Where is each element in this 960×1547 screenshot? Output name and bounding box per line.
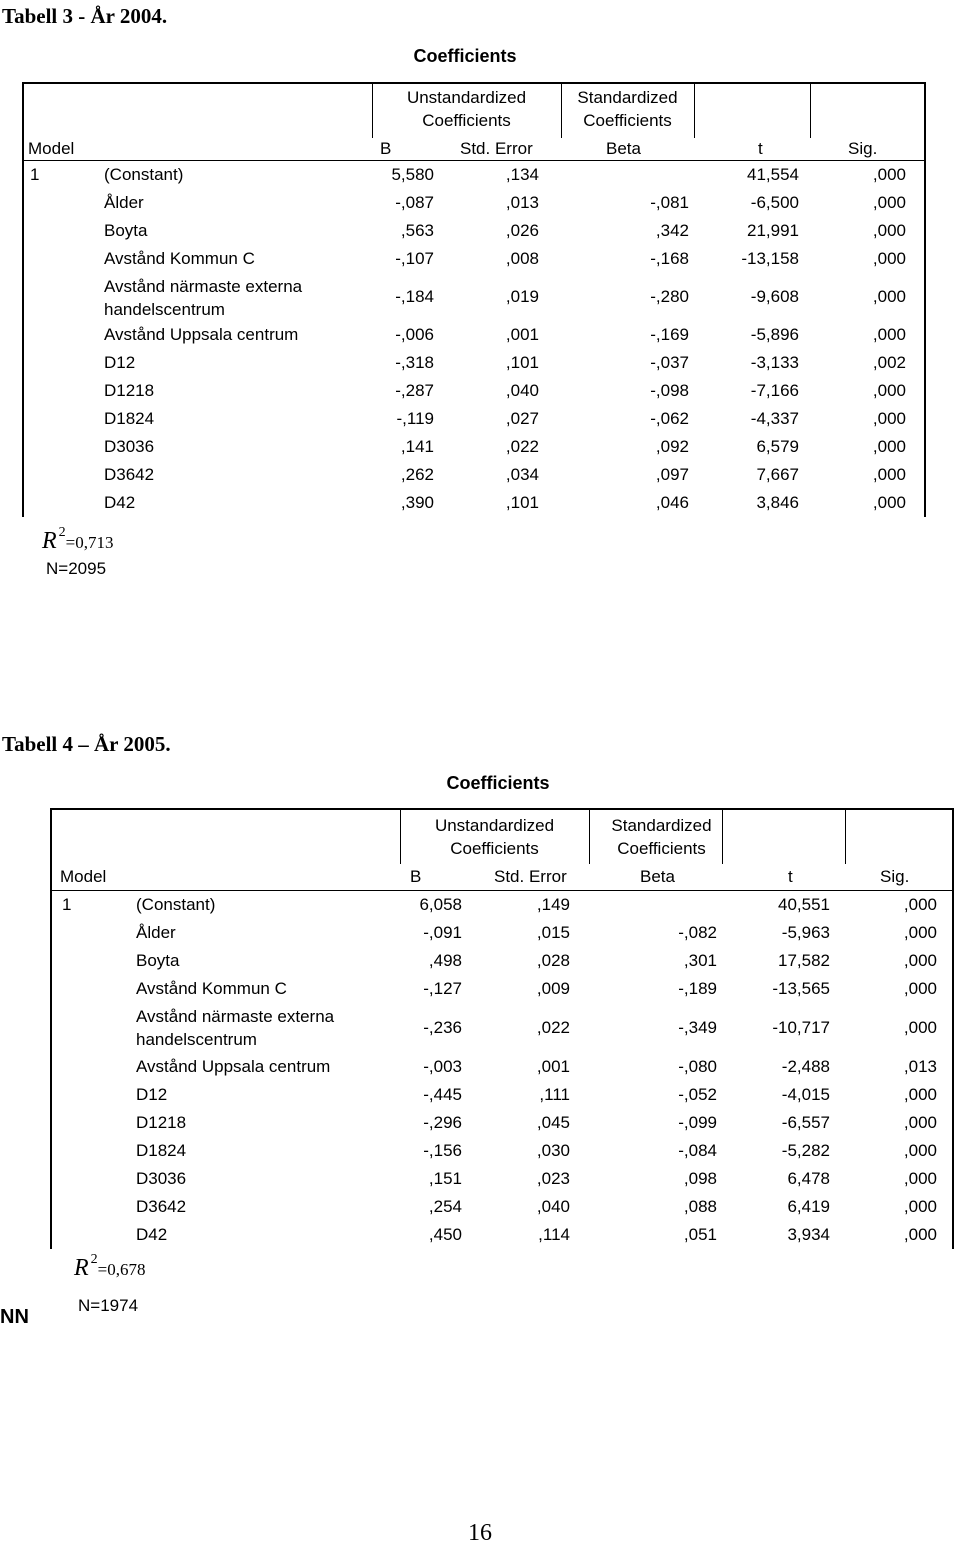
row-label: D3642 [104, 465, 155, 484]
cell-b: ,498 [428, 951, 462, 970]
cell-b: -,091 [423, 923, 462, 942]
table-row [24, 273, 924, 321]
row-label: Avstånd närmaste externa handelscentrum [104, 277, 303, 319]
r-symbol: R [74, 1255, 89, 1281]
cell-b: ,141 [400, 437, 434, 456]
cell-sig: ,013 [903, 1057, 937, 1076]
cell-t: 6,478 [787, 1169, 830, 1188]
table-row [24, 349, 924, 377]
cell-b: -,318 [395, 353, 434, 372]
cell-b: -,236 [423, 1018, 462, 1037]
cell-std-error: ,040 [505, 381, 539, 400]
cell-beta: -,082 [678, 923, 717, 942]
table-1-heading: Tabell 3 - År 2004. [2, 4, 168, 28]
row-label: Avstånd Uppsala centrum [104, 325, 299, 344]
cell-b: ,450 [428, 1225, 462, 1244]
table-row [24, 489, 924, 517]
cell-b: -,127 [423, 979, 462, 998]
cell-sig: ,000 [903, 895, 937, 914]
cell-b: -,287 [395, 381, 434, 400]
group-header-standardized: Standardized Coefficients [577, 88, 678, 130]
cell-b: ,254 [428, 1197, 462, 1216]
cell-beta: ,088 [683, 1197, 717, 1216]
table-row [24, 461, 924, 489]
table-row [52, 891, 952, 919]
cell-sig: ,000 [903, 1113, 937, 1132]
cell-sig: ,000 [903, 951, 937, 970]
col-header-t: t [788, 867, 793, 886]
row-label: (Constant) [104, 165, 184, 184]
col-header-beta: Beta [606, 139, 641, 158]
cell-beta: -,084 [678, 1141, 717, 1160]
table-row [52, 1165, 952, 1193]
cell-beta: -,169 [650, 325, 689, 344]
r-superscript: 2 [90, 1252, 98, 1267]
cell-std-error: ,111 [539, 1085, 570, 1104]
cell-b: -,119 [396, 409, 434, 428]
cell-std-error: ,027 [505, 409, 539, 428]
col-header-b: B [380, 139, 392, 158]
col-header-model: Model [60, 867, 107, 886]
cell-beta: ,097 [655, 465, 689, 484]
table-row [52, 1109, 952, 1137]
table-row [24, 377, 924, 405]
row-label: D12 [104, 353, 136, 372]
cell-t: -6,557 [781, 1113, 830, 1132]
table-row [52, 1081, 952, 1109]
cell-b: -,296 [423, 1113, 462, 1132]
table-body [24, 160, 924, 517]
cell-t: 7,667 [756, 465, 799, 484]
r-symbol: R [42, 528, 57, 554]
row-label: (Constant) [136, 895, 216, 914]
cell-b: ,151 [428, 1169, 462, 1188]
cell-sig: ,000 [903, 923, 937, 942]
page-number: 16 [468, 1520, 492, 1546]
table-row [52, 1053, 952, 1081]
cell-b: -,156 [423, 1141, 462, 1160]
cell-beta: -,037 [650, 353, 689, 372]
cell-t: 17,582 [778, 951, 830, 970]
cell-t: -2,488 [781, 1057, 830, 1076]
cell-beta: -,062 [650, 409, 689, 428]
table-2-heading: Tabell 4 – År 2005. [2, 732, 171, 756]
cell-std-error: ,030 [536, 1141, 570, 1160]
r-squared-value: =0,678 [97, 1260, 146, 1279]
cell-t: -7,166 [750, 381, 799, 400]
table-row [52, 919, 952, 947]
col-header-b: B [410, 867, 422, 886]
column-header-row [52, 864, 952, 890]
row-label: D1824 [104, 409, 155, 428]
header-divider [694, 84, 695, 138]
cell-beta: -,168 [650, 249, 689, 268]
r-squared-value: =0,713 [65, 533, 114, 552]
cell-sig: ,000 [903, 1197, 937, 1216]
cell-t: -5,896 [750, 325, 799, 344]
row-label: Boyta [136, 951, 180, 970]
row-label: Avstånd närmaste externa handelscentrum [136, 1007, 335, 1049]
cell-std-error: ,001 [505, 325, 539, 344]
cell-beta: -,349 [678, 1018, 717, 1037]
cell-sig: ,000 [903, 1018, 937, 1037]
table-header [52, 810, 952, 864]
cell-t: 40,551 [778, 895, 830, 914]
cell-sig: ,000 [872, 437, 906, 456]
cell-sig: ,000 [872, 325, 906, 344]
cell-b: -,184 [395, 287, 434, 306]
cell-t: -13,158 [741, 249, 799, 268]
cell-std-error: ,008 [505, 249, 539, 268]
cell-t: 21,991 [747, 221, 799, 240]
col-header-std-error: Std. Error [460, 139, 533, 158]
row-label: D1824 [136, 1141, 187, 1160]
table-row [24, 433, 924, 461]
cell-sig: ,000 [872, 249, 906, 268]
cell-sig: ,000 [903, 1141, 937, 1160]
cell-t: 6,419 [787, 1197, 830, 1216]
cell-beta: ,092 [655, 437, 689, 456]
cell-t: -3,133 [750, 353, 799, 372]
r-superscript: 2 [58, 525, 66, 540]
cell-std-error: ,040 [536, 1197, 570, 1216]
col-header-t: t [758, 139, 763, 158]
n-observations-2005: N=1974 [78, 1296, 139, 1315]
coefficients-table-2005 [50, 808, 954, 1249]
cell-sig: ,000 [872, 221, 906, 240]
cell-b: 6,058 [419, 895, 462, 914]
group-header-standardized: Standardized Coefficients [611, 816, 712, 858]
table-row [24, 321, 924, 349]
cell-beta: ,098 [683, 1169, 717, 1188]
cell-b: ,563 [400, 221, 434, 240]
cell-std-error: ,045 [536, 1113, 570, 1132]
cell-beta: -,052 [678, 1085, 717, 1104]
cell-sig: ,000 [872, 381, 906, 400]
cell-t: 3,846 [756, 493, 799, 512]
group-header-unstandardized: Unstandardized Coefficients [434, 816, 555, 858]
cell-std-error: ,034 [505, 465, 539, 484]
table-2-caption: Coefficients [446, 773, 550, 793]
table-row [24, 405, 924, 433]
table-row [52, 1221, 952, 1249]
row-label: D12 [136, 1085, 168, 1104]
row-label: Avstånd Kommun C [104, 249, 255, 268]
cell-b: -,107 [395, 249, 434, 268]
cell-t: -13,565 [772, 979, 830, 998]
cell-std-error: ,015 [536, 923, 570, 942]
cell-sig: ,000 [872, 465, 906, 484]
cell-std-error: ,028 [536, 951, 570, 970]
coefficients-table-2004 [22, 82, 926, 517]
table-body [52, 890, 952, 1249]
n-observations-2004: N=2095 [46, 559, 107, 578]
row-label: Ålder [104, 193, 144, 212]
cell-b: -,087 [395, 193, 434, 212]
cell-b: -,003 [423, 1057, 462, 1076]
cell-std-error: ,134 [505, 165, 539, 184]
cell-std-error: ,019 [505, 287, 539, 306]
cell-sig: ,000 [903, 1085, 937, 1104]
model-number: 1 [30, 165, 40, 184]
cell-b: ,390 [400, 493, 434, 512]
cell-t: -4,337 [750, 409, 799, 428]
nn-label: NN [0, 1306, 29, 1328]
table-1-caption: Coefficients [413, 46, 517, 66]
col-header-sig: Sig. [880, 867, 910, 886]
column-header-row [24, 138, 924, 160]
table-row [24, 189, 924, 217]
cell-t: 6,579 [756, 437, 799, 456]
cell-sig: ,000 [872, 193, 906, 212]
cell-std-error: ,013 [505, 193, 539, 212]
cell-t: -10,717 [772, 1018, 830, 1037]
header-divider [845, 810, 846, 864]
cell-std-error: ,114 [538, 1225, 570, 1244]
col-header-model: Model [28, 139, 75, 158]
table-rows [24, 161, 924, 517]
table-row [52, 1137, 952, 1165]
cell-beta: ,301 [683, 951, 717, 970]
row-label: Ålder [136, 923, 176, 942]
model-number: 1 [62, 895, 72, 914]
cell-b: -,006 [395, 325, 434, 344]
cell-beta: -,081 [650, 193, 689, 212]
row-label: D1218 [136, 1113, 187, 1132]
row-label: Avstånd Kommun C [136, 979, 287, 998]
col-header-sig: Sig. [848, 139, 878, 158]
table-header [24, 84, 924, 138]
row-label: D3036 [136, 1169, 187, 1188]
cell-std-error: ,023 [536, 1169, 570, 1188]
table-row [24, 245, 924, 273]
cell-sig: ,002 [872, 353, 906, 372]
cell-t: -5,282 [781, 1141, 830, 1160]
cell-std-error: ,101 [505, 353, 539, 372]
table-rows [52, 891, 952, 1249]
cell-std-error: ,022 [505, 437, 539, 456]
cell-b: 5,580 [391, 165, 434, 184]
row-label: D42 [104, 493, 136, 512]
header-divider [810, 84, 811, 138]
cell-sig: ,000 [872, 493, 906, 512]
cell-std-error: ,101 [505, 493, 539, 512]
row-label: Avstånd Uppsala centrum [136, 1057, 331, 1076]
cell-t: 3,934 [787, 1225, 830, 1244]
table-row [24, 217, 924, 245]
cell-std-error: ,001 [536, 1057, 570, 1076]
table-row [52, 1193, 952, 1221]
cell-sig: ,000 [903, 1169, 937, 1188]
cell-beta: -,280 [650, 287, 689, 306]
cell-beta: ,342 [655, 221, 689, 240]
col-header-std-error: Std. Error [494, 867, 567, 886]
cell-t: 41,554 [747, 165, 799, 184]
cell-beta: -,080 [678, 1057, 717, 1076]
table-row [52, 975, 952, 1003]
cell-std-error: ,026 [505, 221, 539, 240]
cell-sig: ,000 [872, 409, 906, 428]
row-label: D3036 [104, 437, 155, 456]
cell-beta: -,189 [678, 979, 717, 998]
row-label: D3642 [136, 1197, 187, 1216]
r-squared-2004 [42, 525, 114, 555]
table-row [52, 1003, 952, 1053]
cell-sig: ,000 [872, 287, 906, 306]
row-label: Boyta [104, 221, 148, 240]
cell-sig: ,000 [903, 1225, 937, 1244]
cell-std-error: ,009 [536, 979, 570, 998]
cell-beta: ,046 [655, 493, 689, 512]
cell-std-error: ,022 [536, 1018, 570, 1037]
r-squared-2005 [74, 1252, 146, 1282]
cell-b: ,262 [400, 465, 434, 484]
cell-std-error: ,149 [536, 895, 570, 914]
cell-t: -6,500 [750, 193, 799, 212]
cell-beta: -,098 [650, 381, 689, 400]
cell-t: -5,963 [781, 923, 830, 942]
group-header-unstandardized: Unstandardized Coefficients [406, 88, 527, 130]
table-row [24, 161, 924, 189]
row-label: D1218 [104, 381, 155, 400]
col-header-beta: Beta [640, 867, 675, 886]
cell-t: -4,015 [781, 1085, 830, 1104]
cell-sig: ,000 [872, 165, 906, 184]
cell-beta: ,051 [683, 1225, 717, 1244]
cell-b: -,445 [423, 1085, 462, 1104]
cell-sig: ,000 [903, 979, 937, 998]
row-label: D42 [136, 1225, 168, 1244]
cell-beta: -,099 [678, 1113, 717, 1132]
cell-t: -9,608 [750, 287, 799, 306]
table-row [52, 947, 952, 975]
